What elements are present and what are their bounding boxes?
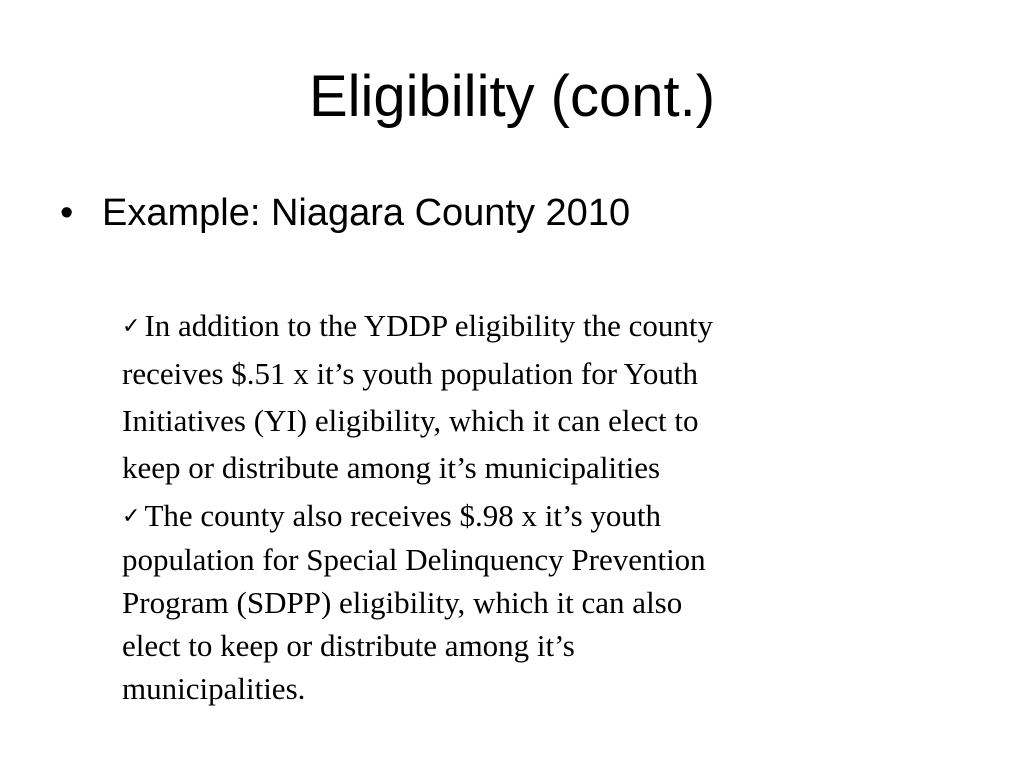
sub-item-line: Initiatives (YI) eligibility, which it can elect to bbox=[122, 403, 699, 438]
bullet-icon: • bbox=[60, 192, 74, 234]
sub-item-line: municipalities. bbox=[122, 671, 306, 706]
sub-item-yi bbox=[122, 302, 912, 491]
sub-item-sdpp bbox=[122, 494, 912, 710]
sub-item-line bbox=[122, 302, 912, 350]
sub-item-line: Program (SDPP) eligibility, which it can also bbox=[122, 585, 683, 620]
sub-item-text: The county also receives $.98 x it’s youth bbox=[144, 498, 661, 533]
sub-item-line: keep or distribute among it’s municipalities bbox=[122, 450, 661, 485]
sub-item-line bbox=[122, 494, 912, 538]
checkmark-icon: ✓ bbox=[122, 504, 141, 529]
sub-item-line: receives $.51 x it’s youth population for Youth bbox=[122, 356, 699, 391]
bullet-text: Example: Niagara County 2010 bbox=[102, 192, 631, 234]
bullet-item bbox=[60, 188, 630, 238]
sub-item-line: elect to keep or distribute among it’s bbox=[122, 628, 575, 663]
sub-item-text: In addition to the YDDP eligibility the county bbox=[144, 308, 713, 343]
sub-item-line: population for Special Delinquency Prevention bbox=[122, 542, 706, 577]
checkmark-icon: ✓ bbox=[122, 314, 141, 339]
slide-title: Eligibility (cont.) bbox=[308, 64, 716, 129]
